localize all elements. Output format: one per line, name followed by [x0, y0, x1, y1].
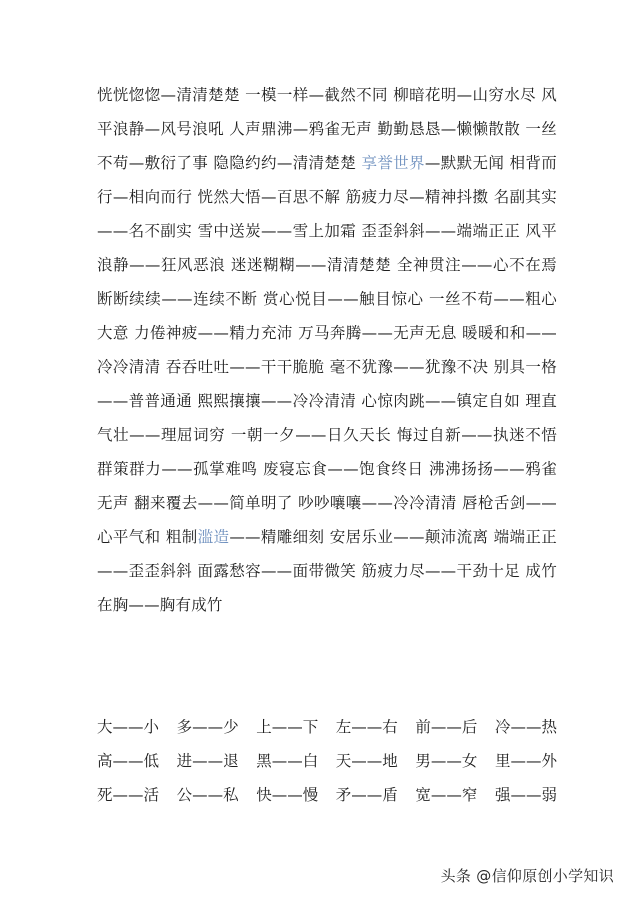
antonym-idiom-paragraph [97, 78, 557, 622]
link-xiangyu-shijie[interactable]: 享誉世界 [361, 154, 425, 172]
pair-item: 男——女 [415, 752, 478, 770]
pair-item: 前——后 [415, 718, 478, 736]
pair-item: 多——少 [176, 718, 239, 736]
source-watermark: 头条 @信仰原创小学知识 [440, 867, 614, 885]
pair-item: 黑——白 [256, 752, 319, 770]
pair-item: 宽——窄 [415, 786, 478, 804]
pair-item: 冷——热 [494, 718, 557, 736]
pair-item: 大——小 [97, 718, 160, 736]
pair-item: 公——私 [176, 786, 239, 804]
pair-row-2 [97, 744, 557, 778]
pair-item: 左——右 [335, 718, 398, 736]
pair-item: 天——地 [335, 752, 398, 770]
pair-item: 高——低 [97, 752, 160, 770]
pair-item: 死——活 [97, 786, 160, 804]
pair-item: 上——下 [256, 718, 319, 736]
paragraph-text-part-3: ——精雕细刻 安居乐业——颠沛流离 端端正正——歪歪斜斜 面露愁容——面带微笑 筋疲力尽——干劲十足 成竹在胸——胸有成竹 [97, 528, 557, 614]
single-character-antonym-pairs [97, 710, 557, 812]
pair-item: 快——慢 [256, 786, 319, 804]
paragraph-text-part-1: 恍恍惚惚—清清楚楚 一模一样—截然不同 柳暗花明—山穷水尽 风平浪静—风号浪吼 人声鼎沸—鸦雀无声 勤勤恳恳—懒懒散散 一丝不苟—敷衍了事 隐隐约约—清清楚楚 [97, 86, 557, 172]
pair-item: 矛——盾 [335, 786, 398, 804]
link-lanzao[interactable]: 滥造 [197, 528, 230, 546]
pair-item: 强——弱 [494, 786, 557, 804]
pair-row-3 [97, 778, 557, 812]
pair-item: 进——退 [176, 752, 239, 770]
pair-row-1 [97, 710, 557, 744]
pair-item: 里——外 [494, 752, 557, 770]
paragraph-text-part-2: —默默无闻 相背而行—相向而行 恍然大悟—百思不解 筋疲力尽—精神抖擞 名副其实——名不副实 雪中送炭——雪上加霜 歪歪斜斜——端端正正 风平浪静——狂风恶浪 迷迷糊糊——清清楚楚 全神贯注——心不在焉 断断续续——连续不断 赏心悦目——触目惊心 一丝不苟——粗心大意 力倦神疲——精力充沛 万马奔腾——无声无息 暖暖和和——冷冷清清 吞吞吐吐——干干脆脆 毫不犹豫——犹豫不决 别具一格——普普通通 熙熙攘攘——冷冷清清 心惊肉跳——镇定自如 理直气壮——理屈词穷 一朝一夕——日久天长 悔过自新——执迷不悟 群策群力——孤掌难鸣 废寝忘食——饱食终日 沸沸扬扬——鸦雀无声 翻来覆去——简单明了 吵吵嚷嚷——冷冷清清 唇枪舌剑——心平气和 粗制 [97, 154, 557, 546]
